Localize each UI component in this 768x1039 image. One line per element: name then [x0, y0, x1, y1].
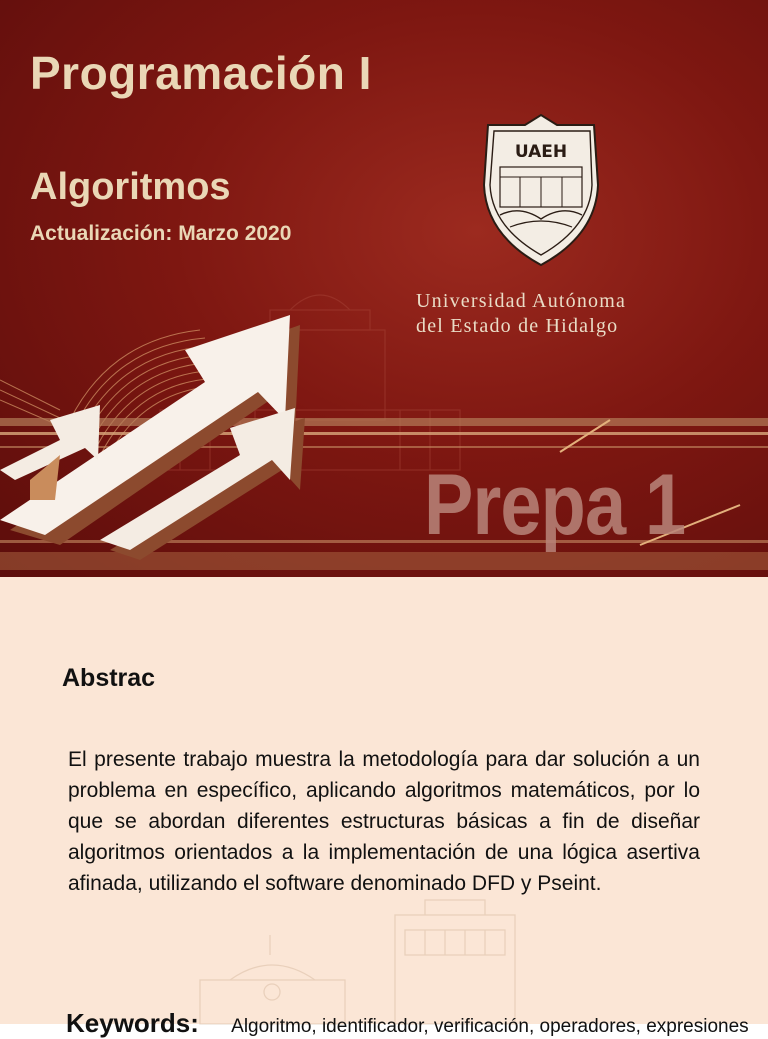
keywords-row: [66, 1008, 749, 1039]
course-title: Programación I: [30, 47, 372, 99]
university-name-line2: del Estado de Hidalgo: [416, 315, 619, 337]
keywords-text: Algoritmo, identificador, verificación, operadores, expresiones: [231, 1016, 749, 1037]
university-name-line1: Universidad Autónoma: [416, 290, 627, 312]
prepa-label: Prepa 1: [424, 457, 686, 553]
abstract-heading: Abstrac: [62, 664, 156, 692]
abstract-body: El presente trabajo muestra la metodología para dar solución a un problema en específico, aplicando algoritmos matemáticos, por lo que se abordan diferentes estructuras básicas a fin de diseñar algoritmos orientados a la implementación de una lógica asertiva afinada, utilizando el software denominado DFD y Pseint.: [68, 748, 700, 895]
keywords-label: Keywords:: [66, 1008, 199, 1038]
university-crest-logo: [480, 115, 602, 267]
background-building-watermark: [190, 895, 530, 1024]
update-date: Actualización: Marzo 2020: [30, 222, 292, 245]
crest-text: UAEH: [514, 142, 568, 162]
topic-title: Algoritmos: [30, 166, 231, 208]
